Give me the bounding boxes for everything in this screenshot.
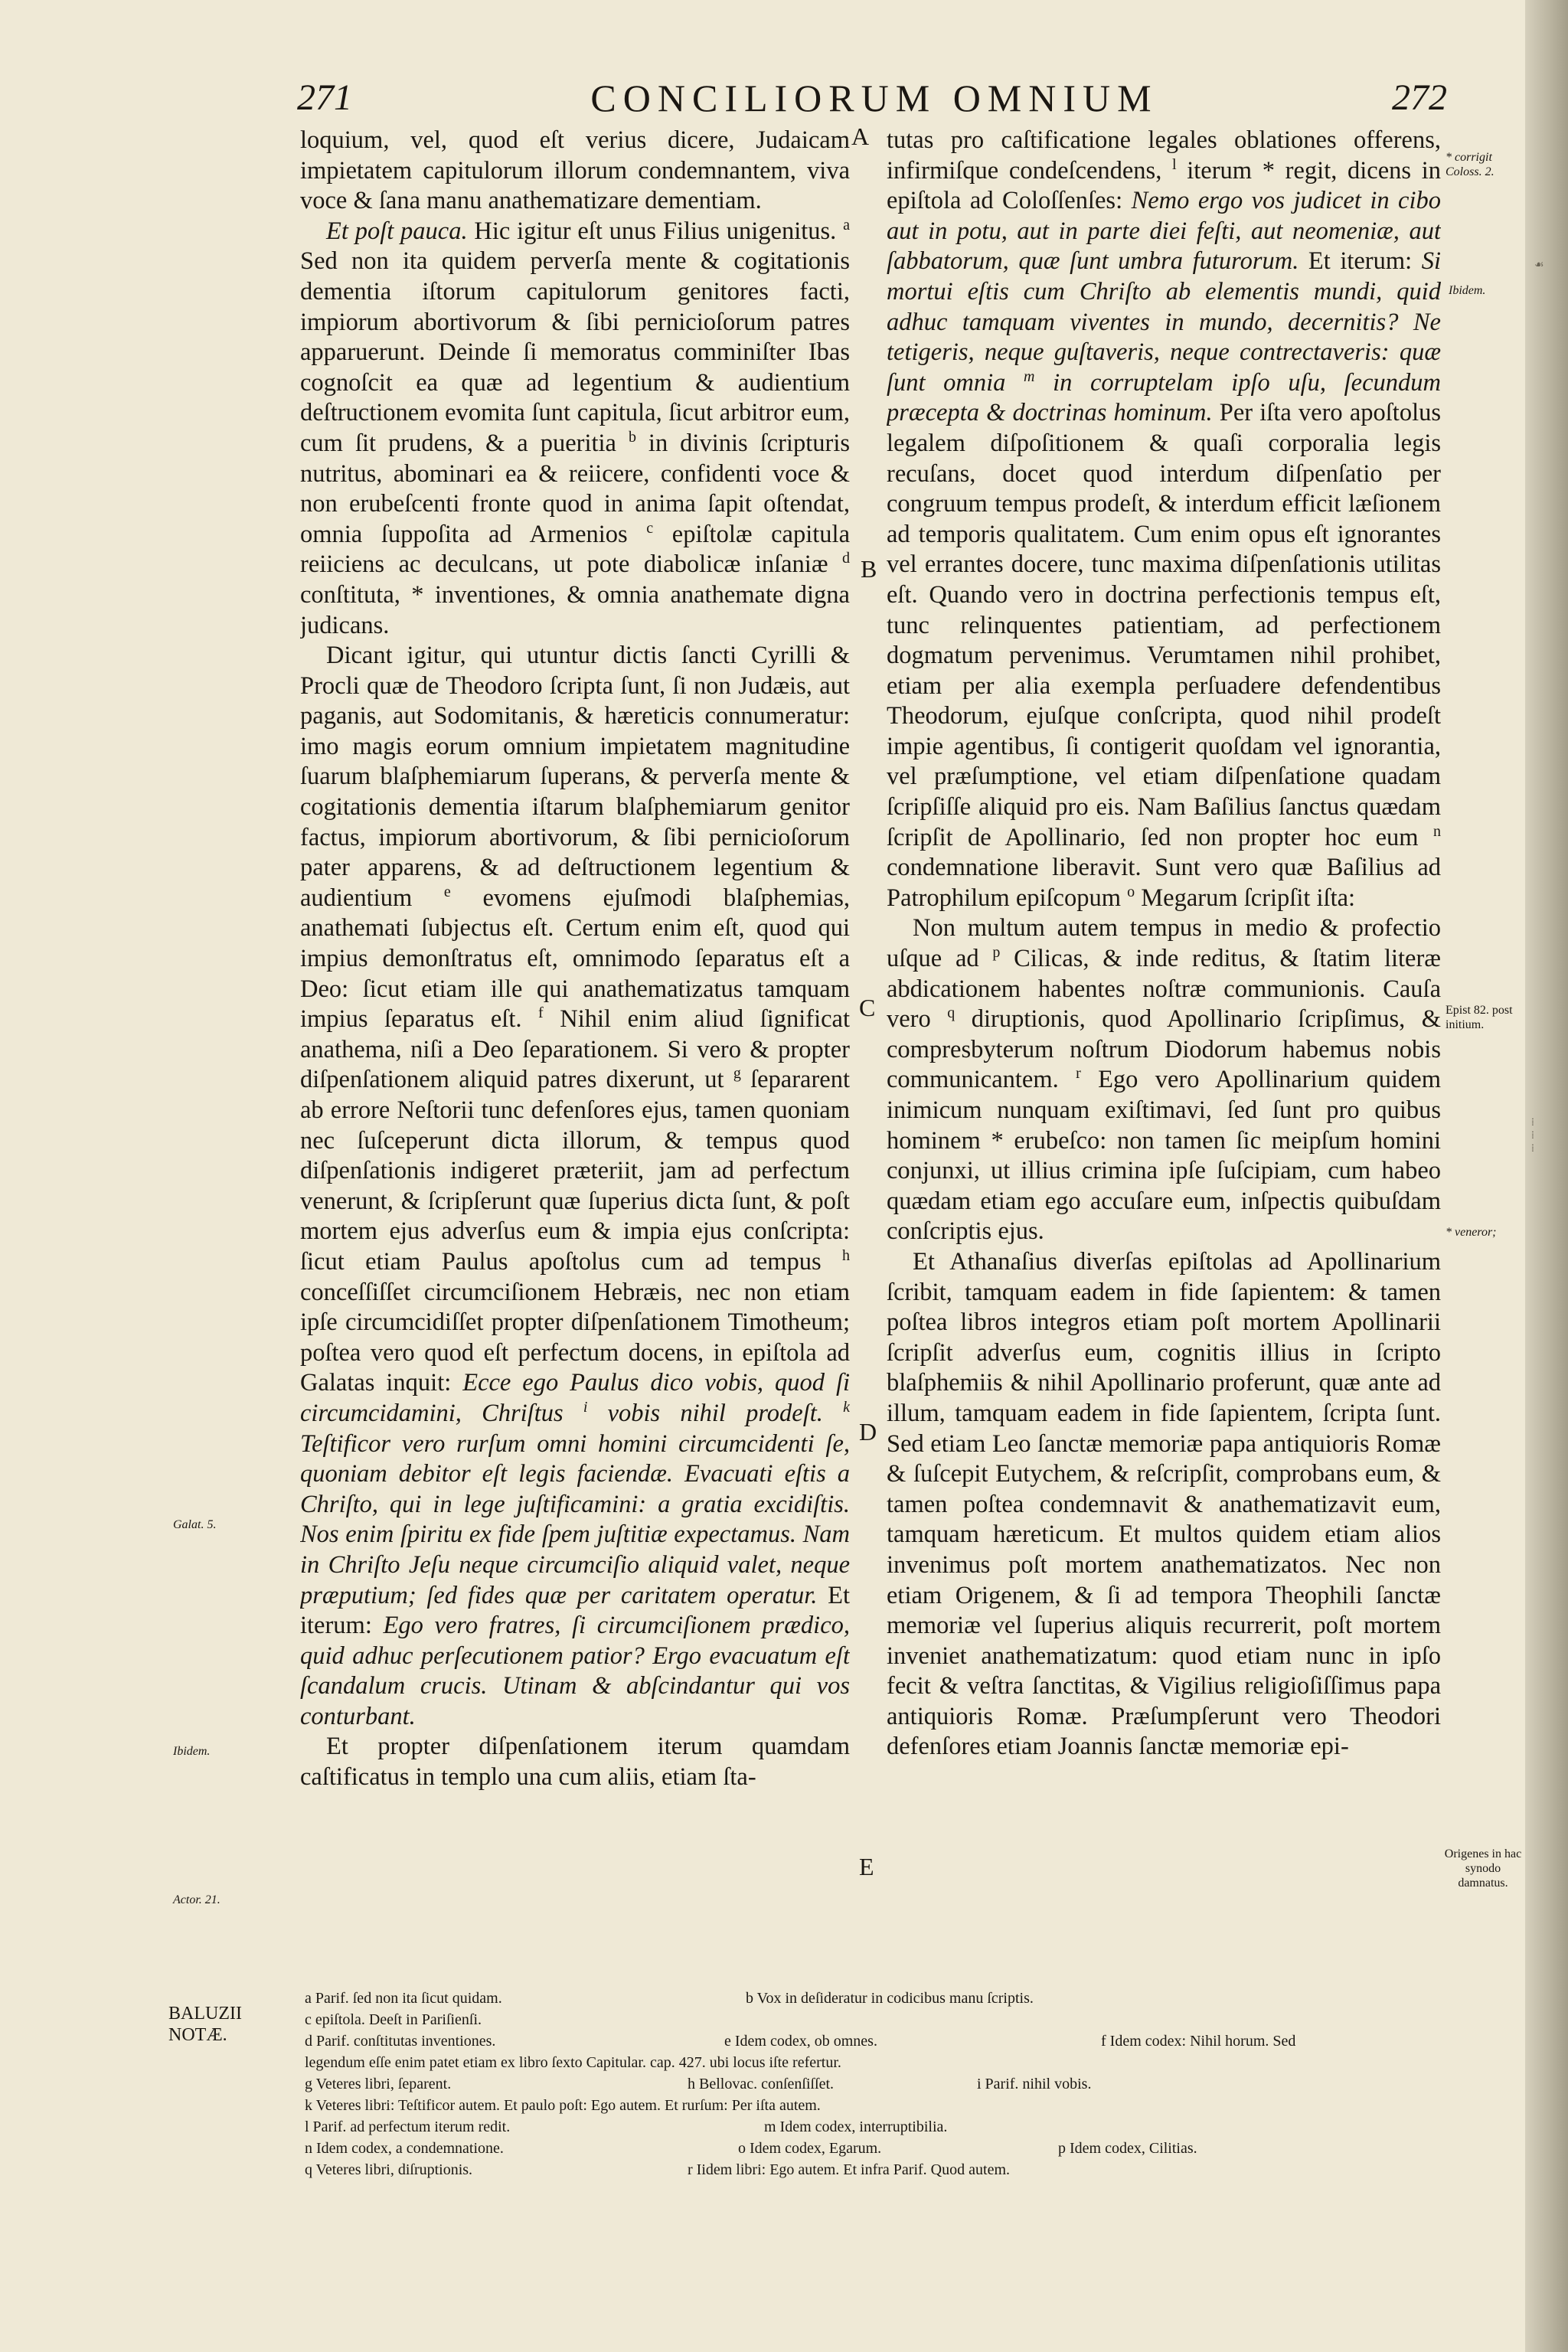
section-letter-e: E bbox=[859, 1853, 874, 1880]
paragraph: tutas pro caſtificatione legales oblationes offerens, infirmiſque condeſcendens, $^l$ iterum * regit, dicens in epiſtola ad Coloſſenſes: Nemo ergo vos judicet in cibo aut in potu, aut in parte diei feſti, aut neomeniæ, aut ſabbatorum, quæ ſunt umbra futurorum. Et iterum: Si mortui eſtis cum Chriſto ab elementis mundi, quid adhuc tamquam viventes in mundo, decernitis? Ne tetigeris, neque guſtaveris, neque contrectaveris: quæ ſunt omnia $^m$ in corruptelam ipſo uſu, ſecundum præcepta & doctrinas hominum. Per iſta vero apoſtolus legalem diſpoſitionem & quaſi corporalia legis recuſans, docet quod interdum diſpenſatio per congruum tempus prodeſt, & interdum efficit læſionem ad temporis qualitatem. Cum enim opus eſt ignorantes vel errantes docere, tunc maxima diſpenſationis utilitas eſt. Quando vero in doctrina perfectionis tempus eſt, tunc relinquentes patientiam, ad perfectionem dogmatum pervenimus. Verumtamen nihil prohibet, etiam per alia exempla perſuadere defendentibus Theodorum, ejuſque conſcripta, quod nihil prodeſt impie agentibus, ſi contigerit quoſdam vel ignorantia, vel præſumptione, vel etiam diſpenſatione quadam ſcripſiſſe aliquid pro eis. Nam Baſilius ſanctus quædam ſcripſit de Apollinario, ſed non propter hoc eum $^n$ condemnatione liberavit. Sunt vero quæ Baſilius ad Patrophilum epiſcopum $^o$ Megarum ſcripſit iſta: bbox=[887, 126, 1441, 912]
section-letter-c: C bbox=[859, 994, 876, 1021]
footnote-h: h Bellovac. conſenſiſſet. bbox=[688, 2076, 835, 2092]
footnote-line bbox=[305, 2052, 1291, 2073]
footnote-n: n Idem codex, a condemnatione. bbox=[305, 2140, 504, 2157]
footnotes bbox=[305, 1988, 1296, 2180]
book-binding-edge bbox=[1525, 0, 1568, 2352]
margin-reference-ibidem-left: Ibidem. bbox=[173, 1745, 211, 1758]
margin-note-corrigit: * corrigit Coloss. 2. bbox=[1446, 151, 1494, 178]
text-column-left bbox=[300, 126, 850, 1948]
footnote-line bbox=[305, 2030, 1296, 2052]
footnote-c: c epiſtola. Deeſt in Pariſienſi. bbox=[305, 2011, 482, 2028]
section-letter-b: B bbox=[861, 555, 877, 583]
footnote-f-continued: legendum eſſe enim patet etiam ex libro ſexto Capitular. cap. 427. ubi locus iſte refertur. bbox=[305, 2054, 841, 2071]
footnote-a: a Parif. ſed non ita ſicut quidam. bbox=[305, 1990, 502, 2007]
footnote-e: e Idem codex, ob omnes. bbox=[724, 2033, 877, 2050]
footnote-b: b Vox in deſideratur in codicibus manu ſcriptis. bbox=[746, 1990, 1034, 2007]
footnote-f: f Idem codex: Nihil horum. Sed bbox=[1101, 2033, 1296, 2050]
footnote-o: o Idem codex, Egarum. bbox=[738, 2140, 882, 2157]
section-letter-d: D bbox=[859, 1418, 877, 1446]
footnote-g: g Veteres libri, ſeparent. bbox=[305, 2076, 452, 2092]
footnote-m: m Idem codex, interruptibilia. bbox=[764, 2118, 948, 2135]
footnote-p: p Idem codex, Cilitias. bbox=[1058, 2140, 1197, 2157]
footnote-q: q Veteres libri, diſruptionis. bbox=[305, 2161, 473, 2178]
running-title: CONCILIORUM OMNIUM bbox=[590, 77, 1158, 119]
margin-reference-epistle: Epist 82. post initium. bbox=[1446, 1004, 1513, 1031]
bleed-through-mark: ☙ bbox=[1534, 260, 1544, 271]
margin-note-veneror: * veneror; bbox=[1446, 1226, 1497, 1239]
footnote-k: k Veteres libri: Teſtificor autem. Et paulo poſt: Ego autem. Et rurſum: Per iſta autem. bbox=[305, 2097, 821, 2114]
footnote-line bbox=[305, 2073, 1291, 2095]
paragraph: Et poſt pauca. Hic igitur eſt unus Filius unigenitus. $^a$ Sed non ita quidem perverſa mente & cogitationis dementia iſtorum capitulorum genitores facti, impiorum abortivorum & ſibi pernicioſorum patres apparuerunt. Deinde ſi memoratus comminiſter Ibas cognoſcit ea quæ ad legentium & audientium deſtructionem evomita ſunt capitula, ſicut arbitror eum, cum ſit prudens, & a pueritia $^b$ in divinis ſcripturis nutritus, abominari ea & reiicere, confidenti voce & non erubeſcenti fronte quod in anima ſapit oſtendat, omnia ſuppoſita ad Armenios $^c$ epiſtolæ capitula reiiciens ac deculcans, ut pote diabolicæ inſaniæ $^d$ conſtituta, * inventiones, & omnia anathemate digna judicans. bbox=[300, 216, 850, 639]
notes-heading: BALUZII NOTÆ. bbox=[168, 2004, 242, 2045]
section-letter-a: A bbox=[851, 122, 870, 150]
text-column-right bbox=[887, 126, 1441, 1948]
paragraph: Et Athanaſius diverſas epiſtolas ad Apollinarium ſcribit, tamquam eadem in fide ſapientem: & tamen poſtea libros integros etiam poſt mortem Apollinarii ſcripſit adverſus eum, cognitis illius in ſcripto blaſphemiis & nihil Apollinario proferunt, quæ ante ad illum, tamquam eadem in fide ſapientem, ſcripta ſunt. Sed etiam Leo ſanctæ memoriæ papa antiquioris Romæ & ſuſcepit Eutychem, & reſcripſit, comprobans eum, & tamen poſtea condemnavit & anathematizavit eum, tamquam hæreticum. Et multos quidem etiam alios invenimus poſt mortem anathematizatos. Nec non etiam Origenem, & ſi ad tempora Theophili ſanctæ memoriæ vel ſuperius aliquis recurrerit, poſt mortem inveniet anathematizatum: quod etiam nunc in ipſo fecit & veſtra ſanctitas, & Vigilius religioſiſſimus papa antiquioris Romæ. Præſumpſerunt vero Theodori defenſores etiam Joannis ſanctæ memoriæ epi- bbox=[887, 1247, 1441, 1761]
margin-reference-ibidem-right: Ibidem. bbox=[1449, 284, 1486, 297]
margin-reference-galatians: Galat. 5. bbox=[173, 1518, 217, 1531]
footnote-line bbox=[305, 2009, 1291, 2030]
footnote-line bbox=[305, 1988, 1291, 2009]
margin-reference-acts: Actor. 21. bbox=[173, 1893, 220, 1906]
page-number-right: 272 bbox=[1392, 77, 1447, 118]
margin-note-origenes: Origenes in hac synodo damnatus. bbox=[1444, 1847, 1522, 1890]
paragraph: Dicant igitur, qui utuntur dictis ſancti Cyrilli & Procli quæ de Theodoro ſcripta ſunt, ſi non Judæis, aut paganis, aut Sodomitanis, & hæreticis connumeratur: imo magis eorum omnium impietatem magnitudine ſuarum blaſphemiarum ſuperans, & perverſa mente & cogitationis dementia iſtarum blaſphemiarum genitor factus, impiorum abortivorum, & ſibi pernicioſorum pater apparens, & ad deſtructionem legentium & audientium $^e$ evomens ejuſmodi blaſphemias, anathemati ſubjectus eſt. Certum enim eſt, quod qui impius demonſtratus eſt, omnimodo ſeparatus eſt a Deo: ſicut etiam ille qui anathematizatus tamquam impius ſeparatus eſt. $^f$ Nihil enim aliud ſignificat anathema, niſi a Deo ſeparationem. Si vero & propter diſpenſationem aliquid patres dixerunt, ut $^g$ ſepararent ab errore Neſtorii tunc defenſores ejus, tamen quoniam nec ſuſceperunt dicta illorum, & tempus quod diſpenſationis indigeret præteriit, jam ad perfectum venerunt, & ſcripſerunt quæ ſuperius dicta ſunt, & poſt mortem ejus adverſus eum & impia ejus conſcripta: ſicut etiam Paulus apoſtolus cum ad tempus $^h$ conceſſiſſet circumciſionem Hebræis, nec non etiam ipſe circumcidiſſet propter diſpenſationem Timotheum; poſtea vero quod eſt perfectum docens, in epiſtola ad Galatas inquit: Ecce ego Paulus dico vobis, quod ſi circumcidamini, Chriſtus $^i$ vobis nihil prodeſt. $^k$ Teſtificor vero rurſum omni homini circumcidenti ſe, quoniam debitor eſt legis faciendæ. Evacuati eſtis a Chriſto, qui in lege juſtificamini: a gratia excidiſtis. Nos enim ſpiritu ex fide ſpem juſtitiæ expectamus. Nam in Chriſto Jeſu neque circumciſio aliquid valet, neque præputium; ſed fides quæ per caritatem operatur. Et iterum: Ego vero fratres, ſi circumciſionem prædico, quid adhuc perſecutionem patior? Ergo evacuatum eſt ſcandalum crucis. Utinam & abſcindantur qui vos conturbant. bbox=[300, 642, 850, 1730]
footnote-line bbox=[305, 2159, 1291, 2180]
footnote-l: l Parif. ad perfectum iterum redit. bbox=[305, 2118, 511, 2135]
bleed-through-mark: ⁞ ⁞ ⁞ bbox=[1531, 1117, 1534, 1155]
paragraph: Non multum autem tempus in medio & profectio uſque ad $^p$ Cilicas, & inde reditus, & ſtatim literæ abdicationem habentes noſtræ communionis. Cauſa vero $^q$ diruptionis, quod Apollinario ſcripſimus, & compresbyterum noſtrum Diodorum habemus nobis communicantem. $^r$ Ego vero Apollinarium quidem inimicum nunquam exiſtimavi, ſed ſunt pro quibus hominem * erubeſco: non tamen ſic meipſum homini conjunxi, ut illius crimina ipſe ſuſcipiam, cum habeo quædam etiam ego accuſare eum, inſpectis quibuſdam conſcriptis ejus. bbox=[887, 914, 1441, 1246]
paragraph: loquium, vel, quod eſt verius dicere, Judaicam impietatem capitulorum illorum condemnantem, viva voce & ſana manu anathematizare dementiam. bbox=[300, 126, 850, 215]
footnote-d: d Parif. conſtitutas inventiones. bbox=[305, 2033, 496, 2050]
footnote-line bbox=[305, 2116, 1291, 2138]
footnote-line bbox=[305, 2095, 1291, 2116]
footnote-line bbox=[305, 2138, 1291, 2159]
page-number-left: 271 bbox=[297, 77, 352, 118]
footnote-r: r Iidem libri: Ego autem. Et infra Parif. Quod autem. bbox=[688, 2161, 1010, 2178]
footnote-i: i Parif. nihil vobis. bbox=[977, 2076, 1092, 2092]
paragraph: Et propter diſpenſationem iterum quamdam caſtificatus in templo una cum aliis, etiam ſta- bbox=[300, 1733, 850, 1792]
